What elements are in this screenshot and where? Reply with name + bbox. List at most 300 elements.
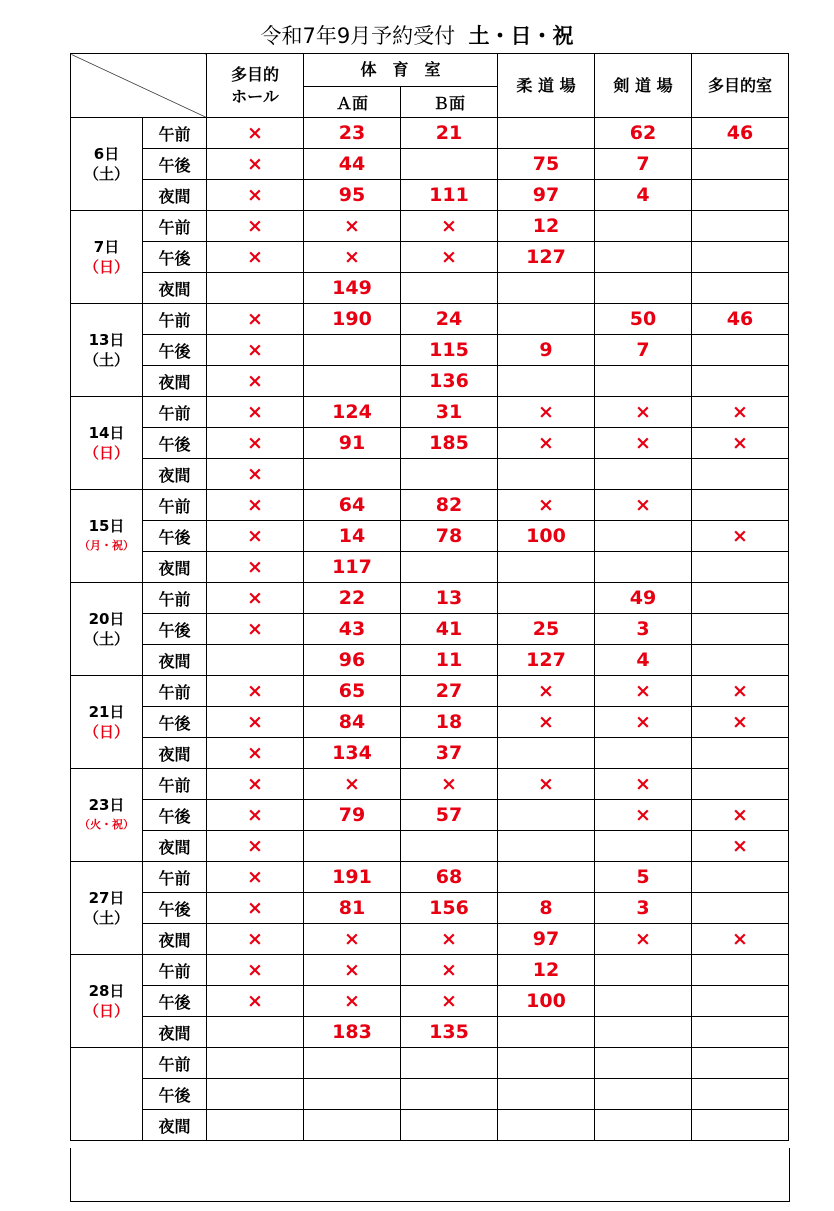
availability-cell: 43 [304, 614, 401, 645]
availability-cell: × [595, 800, 692, 831]
availability-cell: × [304, 986, 401, 1017]
availability-cell: × [595, 490, 692, 521]
availability-cell: × [401, 955, 498, 986]
availability-cell: 100 [498, 986, 595, 1017]
availability-cell: 100 [498, 521, 595, 552]
header-hall-line2: ホール [231, 86, 279, 106]
table-row [71, 211, 789, 242]
availability-cell [595, 242, 692, 273]
availability-cell [692, 211, 789, 242]
date-cell [71, 118, 143, 211]
date-label: 15日 [88, 517, 125, 535]
availability-cell [595, 211, 692, 242]
table-row [71, 552, 789, 583]
availability-cell [207, 1017, 304, 1048]
table-row [71, 1079, 789, 1110]
availability-cell: × [207, 955, 304, 986]
availability-cell: 97 [498, 924, 595, 955]
date-label: 27日 [88, 889, 125, 907]
availability-cell [692, 242, 789, 273]
availability-cell [401, 552, 498, 583]
date-label: 6日 [93, 145, 120, 163]
availability-cell: 3 [595, 614, 692, 645]
period-label: 午後 [143, 149, 207, 180]
availability-cell [401, 831, 498, 862]
availability-cell: × [207, 676, 304, 707]
availability-cell: × [207, 707, 304, 738]
availability-cell: × [207, 428, 304, 459]
availability-cell: × [207, 862, 304, 893]
availability-cell: × [207, 800, 304, 831]
availability-cell [692, 335, 789, 366]
date-label: 14日 [88, 424, 125, 442]
availability-cell: 49 [595, 583, 692, 614]
availability-cell [304, 1110, 401, 1141]
availability-cell: × [207, 149, 304, 180]
availability-cell: × [207, 893, 304, 924]
availability-cell: 136 [401, 366, 498, 397]
date-cell [71, 955, 143, 1048]
availability-cell: × [498, 397, 595, 428]
availability-cell: 46 [692, 118, 789, 149]
day-of-week-label: （日） [83, 723, 129, 741]
availability-cell: × [498, 707, 595, 738]
availability-cell [304, 366, 401, 397]
availability-cell [595, 738, 692, 769]
table-row [71, 707, 789, 738]
availability-cell [401, 1110, 498, 1141]
availability-cell [401, 149, 498, 180]
availability-cell [595, 366, 692, 397]
availability-cell [498, 273, 595, 304]
availability-cell: 191 [304, 862, 401, 893]
availability-cell: × [401, 211, 498, 242]
period-label: 夜間 [143, 459, 207, 490]
day-of-week-label: （日） [83, 444, 129, 462]
table-row [71, 273, 789, 304]
availability-cell: 13 [401, 583, 498, 614]
availability-cell: × [498, 428, 595, 459]
table-row [71, 490, 789, 521]
availability-cell: × [207, 769, 304, 800]
period-label: 午前 [143, 583, 207, 614]
availability-cell: 84 [304, 707, 401, 738]
availability-cell: 44 [304, 149, 401, 180]
table-row [71, 1017, 789, 1048]
availability-cell: 57 [401, 800, 498, 831]
availability-cell: 41 [401, 614, 498, 645]
availability-cell [498, 738, 595, 769]
period-label: 午前 [143, 862, 207, 893]
table-row [71, 335, 789, 366]
availability-cell: × [207, 583, 304, 614]
table-body [71, 54, 789, 1141]
availability-cell: × [207, 490, 304, 521]
availability-cell: 7 [595, 149, 692, 180]
period-label: 午後 [143, 986, 207, 1017]
availability-cell [498, 459, 595, 490]
header-corner-diagonal [71, 54, 207, 118]
availability-cell: × [595, 397, 692, 428]
date-cell [71, 676, 143, 769]
availability-cell: × [304, 955, 401, 986]
date-label: 20日 [88, 610, 125, 628]
availability-cell: 5 [595, 862, 692, 893]
availability-cell [207, 1110, 304, 1141]
availability-cell: × [207, 459, 304, 490]
availability-cell: 156 [401, 893, 498, 924]
availability-cell [498, 366, 595, 397]
day-of-week-label: （日） [83, 258, 129, 276]
availability-cell: × [304, 242, 401, 273]
date-label: 7日 [93, 238, 120, 256]
table-row [71, 893, 789, 924]
availability-cell [304, 1079, 401, 1110]
period-label: 夜間 [143, 645, 207, 676]
table-row [71, 955, 789, 986]
table-row [71, 397, 789, 428]
availability-cell [692, 1110, 789, 1141]
availability-cell [498, 831, 595, 862]
table-row [71, 1048, 789, 1079]
title-prefix: 令和7年9月予約受付 [260, 24, 456, 48]
availability-cell: × [692, 397, 789, 428]
period-label: 夜間 [143, 924, 207, 955]
availability-cell [595, 831, 692, 862]
reservation-table [70, 53, 789, 1141]
day-of-week-label: （月・祝） [79, 539, 134, 552]
availability-cell: × [692, 831, 789, 862]
availability-cell [498, 1048, 595, 1079]
availability-cell: 24 [401, 304, 498, 335]
availability-cell [595, 459, 692, 490]
period-label: 午後 [143, 800, 207, 831]
table-row [71, 986, 789, 1017]
availability-cell: × [692, 924, 789, 955]
availability-cell [692, 986, 789, 1017]
date-label: 21日 [88, 703, 125, 721]
availability-cell [692, 769, 789, 800]
footer-box [70, 1148, 790, 1202]
availability-cell: 81 [304, 893, 401, 924]
availability-cell: × [207, 614, 304, 645]
table-row [71, 304, 789, 335]
availability-cell: 8 [498, 893, 595, 924]
availability-cell: × [304, 211, 401, 242]
availability-cell: × [207, 831, 304, 862]
period-label: 午前 [143, 397, 207, 428]
period-label: 夜間 [143, 738, 207, 769]
day-of-week-label: （日） [83, 1002, 129, 1020]
availability-cell [595, 1048, 692, 1079]
availability-cell: 4 [595, 180, 692, 211]
availability-cell [595, 1110, 692, 1141]
availability-cell: × [595, 428, 692, 459]
period-label: 午後 [143, 521, 207, 552]
table-row [71, 521, 789, 552]
availability-cell: 111 [401, 180, 498, 211]
date-label: 13日 [88, 331, 125, 349]
availability-cell: × [207, 924, 304, 955]
table-row [71, 459, 789, 490]
period-label: 夜間 [143, 1017, 207, 1048]
availability-cell [595, 1079, 692, 1110]
table-row [71, 428, 789, 459]
availability-cell [595, 1017, 692, 1048]
period-label: 夜間 [143, 366, 207, 397]
availability-cell: 183 [304, 1017, 401, 1048]
table-row [71, 1110, 789, 1141]
availability-cell: 12 [498, 955, 595, 986]
availability-cell: × [498, 490, 595, 521]
availability-cell: 18 [401, 707, 498, 738]
availability-cell [595, 986, 692, 1017]
availability-cell: 95 [304, 180, 401, 211]
availability-cell [498, 304, 595, 335]
availability-cell [304, 1048, 401, 1079]
header-gym-a: Ａ面 [304, 87, 401, 118]
availability-cell: 25 [498, 614, 595, 645]
availability-cell [304, 335, 401, 366]
period-label: 夜間 [143, 552, 207, 583]
availability-cell: × [498, 676, 595, 707]
availability-cell [692, 552, 789, 583]
period-label: 午後 [143, 428, 207, 459]
period-label: 午前 [143, 676, 207, 707]
availability-cell [304, 831, 401, 862]
availability-cell: × [401, 924, 498, 955]
availability-cell [692, 583, 789, 614]
availability-cell: 9 [498, 335, 595, 366]
table-row [71, 614, 789, 645]
availability-cell: 127 [498, 242, 595, 273]
availability-cell: 149 [304, 273, 401, 304]
date-cell [71, 211, 143, 304]
period-label: 午後 [143, 335, 207, 366]
availability-cell: × [401, 986, 498, 1017]
availability-cell [498, 862, 595, 893]
availability-cell [692, 459, 789, 490]
availability-cell: 23 [304, 118, 401, 149]
availability-cell [692, 366, 789, 397]
table-row [71, 118, 789, 149]
date-cell [71, 490, 143, 583]
date-cell [71, 862, 143, 955]
availability-cell: × [207, 552, 304, 583]
table-row [71, 769, 789, 800]
availability-cell [498, 1079, 595, 1110]
availability-cell [692, 1017, 789, 1048]
availability-cell: 14 [304, 521, 401, 552]
availability-cell [692, 273, 789, 304]
availability-cell: × [207, 180, 304, 211]
availability-cell: × [207, 397, 304, 428]
availability-cell [692, 149, 789, 180]
availability-cell: × [692, 428, 789, 459]
availability-cell: × [207, 335, 304, 366]
availability-cell: × [207, 366, 304, 397]
day-of-week-label: （土） [83, 165, 129, 183]
period-label: 午前 [143, 118, 207, 149]
date-cell [71, 397, 143, 490]
period-label: 夜間 [143, 831, 207, 862]
table-row [71, 831, 789, 862]
period-label: 午前 [143, 955, 207, 986]
availability-cell [498, 1017, 595, 1048]
availability-cell [692, 738, 789, 769]
header-multipurpose-room: 多目的室 [692, 54, 789, 118]
date-cell [71, 583, 143, 676]
availability-cell: 82 [401, 490, 498, 521]
period-label: 午前 [143, 490, 207, 521]
availability-cell: 11 [401, 645, 498, 676]
availability-cell: × [692, 521, 789, 552]
period-label: 午後 [143, 707, 207, 738]
availability-cell: 37 [401, 738, 498, 769]
availability-cell [498, 800, 595, 831]
availability-cell: × [304, 769, 401, 800]
availability-cell: 79 [304, 800, 401, 831]
availability-cell: 46 [692, 304, 789, 335]
period-label: 午前 [143, 211, 207, 242]
header-hall-line1: 多目的 [230, 64, 279, 84]
availability-cell [498, 118, 595, 149]
period-label: 夜間 [143, 273, 207, 304]
availability-cell [207, 1079, 304, 1110]
header-kendo: 剣 道 場 [595, 54, 692, 118]
availability-cell [498, 552, 595, 583]
table-row [71, 366, 789, 397]
availability-cell [692, 862, 789, 893]
availability-cell: × [595, 676, 692, 707]
date-cell [71, 1048, 143, 1141]
availability-cell [401, 273, 498, 304]
day-of-week-label: （土） [83, 351, 129, 369]
availability-cell [401, 1048, 498, 1079]
availability-cell: × [498, 769, 595, 800]
availability-cell [207, 1048, 304, 1079]
table-row [71, 180, 789, 211]
period-label: 午後 [143, 614, 207, 645]
table-row [71, 242, 789, 273]
availability-cell: 7 [595, 335, 692, 366]
period-label: 午前 [143, 769, 207, 800]
date-cell [71, 304, 143, 397]
availability-cell: × [401, 769, 498, 800]
availability-cell [692, 180, 789, 211]
availability-cell: 3 [595, 893, 692, 924]
availability-cell [498, 583, 595, 614]
availability-cell: × [207, 211, 304, 242]
title-days: 土・日・祝 [468, 24, 574, 48]
availability-cell: × [207, 521, 304, 552]
availability-cell: 65 [304, 676, 401, 707]
table-row [71, 738, 789, 769]
availability-cell: 96 [304, 645, 401, 676]
availability-cell [207, 273, 304, 304]
availability-cell: × [595, 924, 692, 955]
day-of-week-label: （土） [83, 630, 129, 648]
table-row [71, 645, 789, 676]
availability-cell: 91 [304, 428, 401, 459]
availability-cell [304, 459, 401, 490]
date-label: 28日 [88, 982, 125, 1000]
availability-cell [692, 1079, 789, 1110]
availability-cell: 4 [595, 645, 692, 676]
availability-cell [692, 645, 789, 676]
period-label: 午前 [143, 1048, 207, 1079]
date-label: 23日 [88, 796, 125, 814]
availability-cell [692, 490, 789, 521]
availability-cell: × [207, 986, 304, 1017]
availability-cell: 117 [304, 552, 401, 583]
availability-cell: 134 [304, 738, 401, 769]
header-multipurpose-hall [207, 54, 304, 118]
availability-cell: × [207, 118, 304, 149]
period-label: 午後 [143, 893, 207, 924]
availability-cell: 68 [401, 862, 498, 893]
availability-cell: × [595, 707, 692, 738]
table-row [71, 924, 789, 955]
availability-cell [595, 552, 692, 583]
table-row [71, 800, 789, 831]
availability-cell [692, 955, 789, 986]
availability-cell: 64 [304, 490, 401, 521]
availability-cell: 27 [401, 676, 498, 707]
availability-cell: × [304, 924, 401, 955]
availability-cell: × [595, 769, 692, 800]
availability-cell: × [207, 242, 304, 273]
header-judo: 柔 道 場 [498, 54, 595, 118]
availability-cell: 50 [595, 304, 692, 335]
period-label: 午後 [143, 1079, 207, 1110]
availability-cell: × [692, 707, 789, 738]
availability-cell: × [692, 800, 789, 831]
availability-cell: 75 [498, 149, 595, 180]
table-row [71, 149, 789, 180]
availability-cell [595, 955, 692, 986]
availability-cell: × [692, 676, 789, 707]
availability-cell: 115 [401, 335, 498, 366]
availability-cell: 12 [498, 211, 595, 242]
availability-cell: 124 [304, 397, 401, 428]
table-row [71, 583, 789, 614]
availability-cell: × [207, 304, 304, 335]
availability-cell: 62 [595, 118, 692, 149]
availability-cell: 97 [498, 180, 595, 211]
day-of-week-label: （土） [83, 909, 129, 927]
availability-cell [692, 1048, 789, 1079]
period-label: 夜間 [143, 1110, 207, 1141]
period-label: 午前 [143, 304, 207, 335]
table-row [71, 676, 789, 707]
availability-cell: 31 [401, 397, 498, 428]
availability-cell: 22 [304, 583, 401, 614]
table-row [71, 862, 789, 893]
availability-cell [401, 459, 498, 490]
availability-cell [498, 1110, 595, 1141]
availability-cell [595, 521, 692, 552]
header-gym: 体 育 室 [304, 54, 498, 87]
availability-cell: 135 [401, 1017, 498, 1048]
availability-cell: 127 [498, 645, 595, 676]
availability-cell [692, 614, 789, 645]
availability-cell: × [207, 738, 304, 769]
availability-cell: 21 [401, 118, 498, 149]
availability-cell: 190 [304, 304, 401, 335]
day-of-week-label: （火・祝） [79, 818, 134, 831]
availability-cell: 78 [401, 521, 498, 552]
